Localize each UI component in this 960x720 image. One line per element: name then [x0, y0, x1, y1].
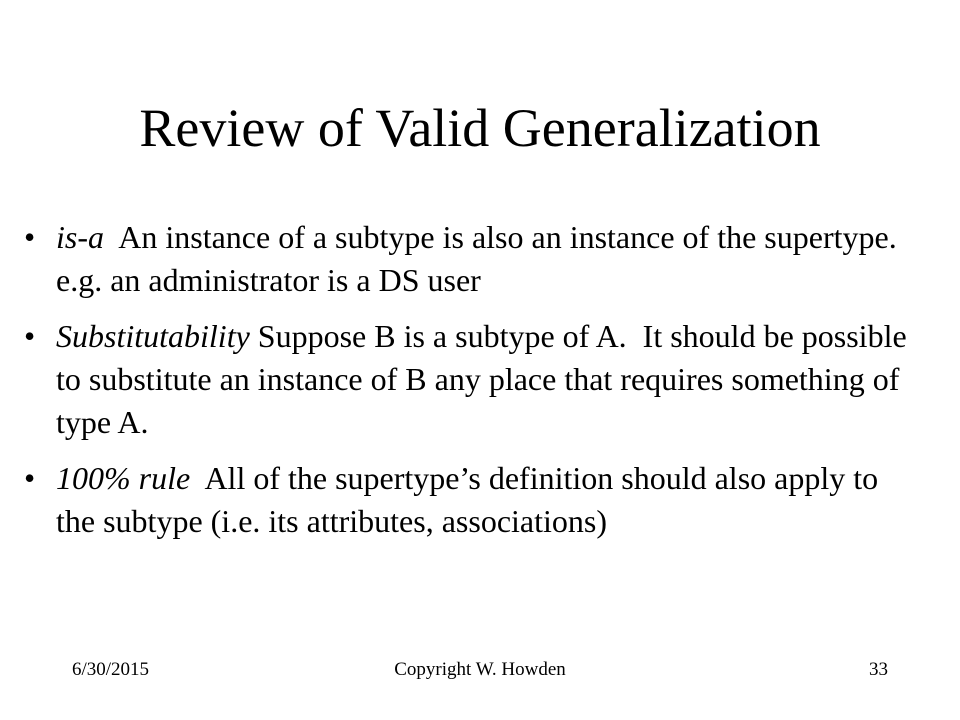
footer-page-number: 33 — [869, 659, 888, 680]
bullet-term: 100% rule — [56, 460, 191, 496]
footer-date: 6/30/2015 — [72, 659, 150, 680]
bullet-text: An instance of a subtype is also an instance of the supertype. e.g. an administrator is a DS user — [56, 219, 913, 298]
footer-copyright: Copyright W. Howden — [394, 659, 566, 680]
slide-title: Review of Valid Generalization — [139, 98, 821, 158]
bullet-text: All of the supertype’s definition should also apply to the subtype (i.e. its attributes, associations) — [56, 460, 887, 539]
bullet-text: Suppose B is a subtype of A. It should be possible to substitute an instance of B any place that requires something of type A. — [56, 318, 915, 440]
bullet-dot-icon: • — [24, 318, 36, 354]
bullet-item-is-a — [24, 216, 924, 302]
bullet-item-substitutability — [24, 315, 924, 444]
bullet-list — [24, 216, 924, 556]
bullet-dot-icon: • — [24, 219, 36, 255]
bullet-item-100-percent-rule — [24, 457, 924, 543]
bullet-dot-icon: • — [24, 460, 36, 496]
bullet-term: Substitutability — [56, 318, 250, 354]
bullet-term: is-a — [56, 219, 104, 255]
